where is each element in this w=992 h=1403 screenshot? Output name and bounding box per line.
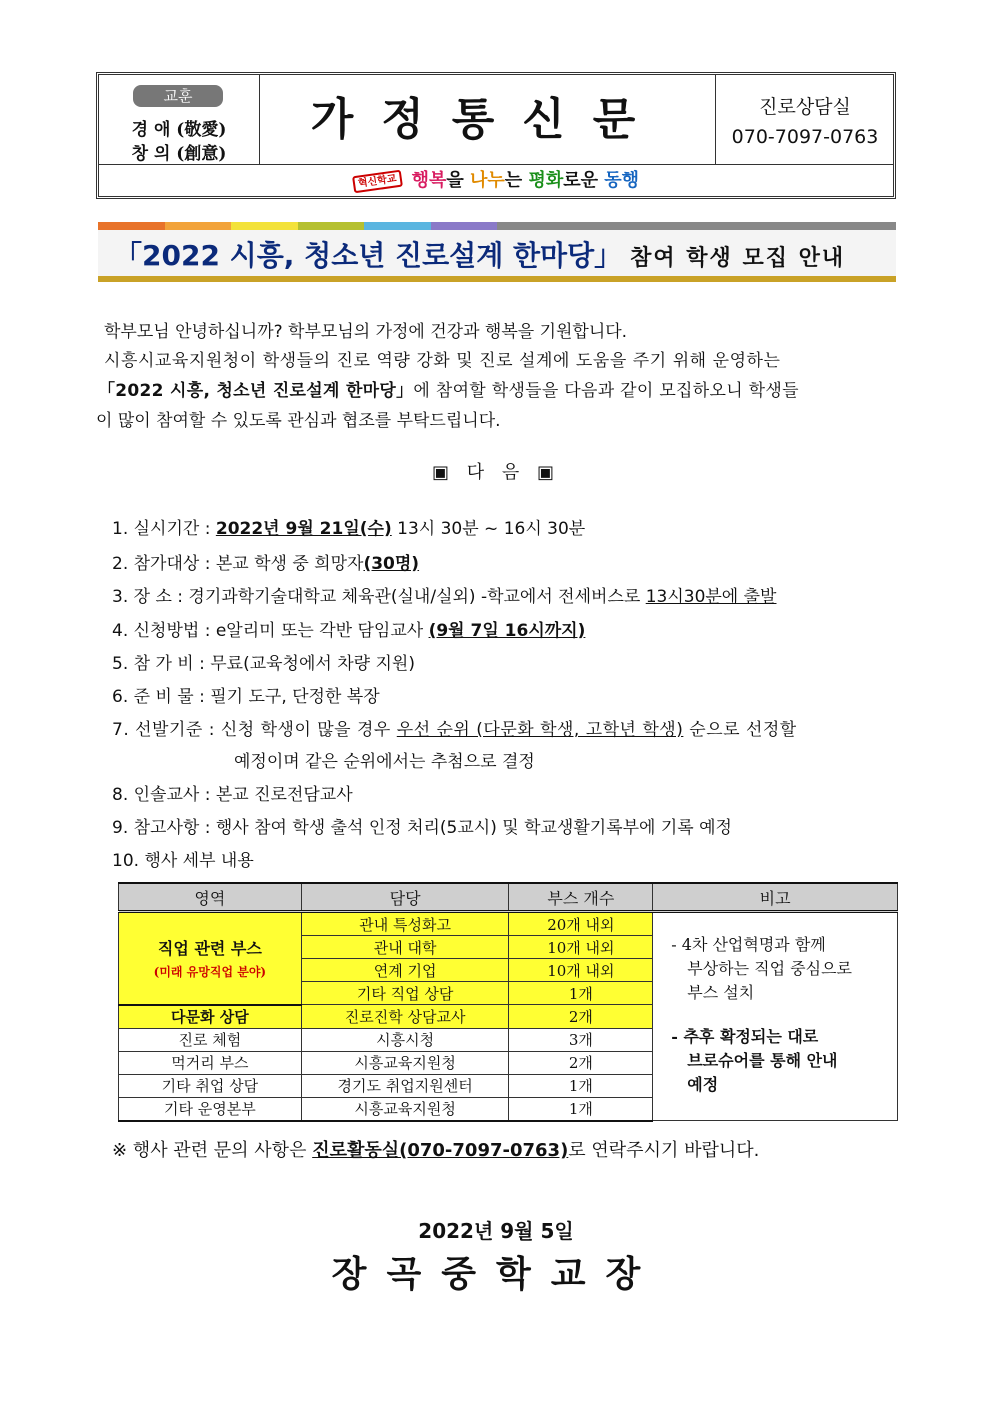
table-header: 영역 — [119, 883, 302, 912]
school-slogan — [99, 164, 893, 197]
intro-line — [98, 377, 799, 406]
intro-text: 에 참여할 학생들을 다음과 같이 모집하오니 학생들 — [413, 381, 799, 401]
innovation-school-badge: 혁신학교 — [352, 169, 403, 193]
item-label: 4. 신청방법 : e알리미 또는 각반 담임교사 — [112, 621, 429, 641]
intro-line: 학부모님 안녕하십니까? 학부모님의 가정에 건강과 행복을 기원합니다. — [104, 322, 628, 342]
contact-suffix: 로 연락주시기 바랍니다. — [568, 1140, 760, 1161]
charge-cell: 경기도 취업지원센터 — [301, 1074, 509, 1097]
slogan-word: 나누 — [470, 170, 505, 191]
area-sublabel: (미래 유망직업 분야) — [153, 965, 267, 980]
table-row — [119, 912, 898, 936]
count-cell: 1개 — [509, 1074, 653, 1097]
event-time: 13시 30분 ~ 16시 30분 — [391, 519, 586, 539]
motto-line: 경 애 (敬愛) — [131, 120, 227, 140]
area-cell: 먹거리 부스 — [119, 1051, 302, 1074]
charge-cell: 관내 특성화고 — [301, 912, 509, 936]
motto-line: 창 의 (創意) — [131, 144, 227, 164]
count-cell: 1개 — [509, 982, 653, 1005]
departure-time: 13시30분에 출발 — [645, 587, 777, 607]
slogan-word: 행복 — [411, 170, 447, 191]
item-label: 2. 참가대상 : 본교 학생 중 희망자 — [112, 554, 364, 574]
list-item — [112, 514, 585, 539]
event-name-inline: 「2022 시흥, 청소년 진로설계 한마당」 — [98, 381, 414, 401]
notice-heading: ▣ 다 음 ▣ — [432, 462, 560, 483]
item-label: 1. 실시기간 : — [112, 519, 216, 539]
participant-count: (30명) — [363, 554, 420, 574]
principal-signature: 장곡중학교장 — [331, 1254, 661, 1295]
remark-line: 브로슈어를 통해 안내 — [687, 1051, 838, 1070]
area-cell: 다문화 상담 — [119, 1005, 302, 1029]
item-text: 순으로 선정할 — [683, 720, 797, 740]
remark-line: 예정 — [687, 1075, 719, 1094]
table-header: 비고 — [653, 883, 898, 912]
event-details-table — [118, 882, 898, 1122]
slogan-word: 평화 — [528, 170, 564, 191]
contact-prefix: ※ 행사 관련 문의 사항은 — [112, 1140, 313, 1161]
item-label: 3. 장 소 : 경기과학기술대학교 체육관(실내/실외) -학교에서 전세버스로 — [112, 587, 646, 607]
banner-underline — [98, 276, 896, 282]
office-phone: 070-7097-0763 — [731, 126, 879, 148]
slogan-word: 는 — [504, 170, 529, 191]
list-item: 8. 인솔교사 : 본교 진로전담교사 — [112, 785, 353, 805]
event-date: 2022년 9월 21일(수) — [215, 519, 392, 539]
list-item: 9. 참고사항 : 행사 참여 학생 출석 인정 처리(5교시) 및 학교생활기록부에 기록 예정 — [112, 818, 732, 838]
area-cell: 기타 운영본부 — [119, 1097, 302, 1121]
count-cell: 2개 — [509, 1005, 653, 1029]
event-subtitle: 참여 학생 모집 안내 — [630, 246, 846, 271]
intro-line: 시흥시교육지원청이 학생들의 진로 역량 강화 및 진로 설계에 도움을 주기 위해 운영하는 — [104, 351, 781, 371]
letter-header — [96, 72, 896, 199]
list-item — [112, 549, 419, 574]
slogan-word: 을 — [446, 170, 471, 191]
contact-note — [112, 1136, 759, 1162]
list-item: 6. 준 비 물 : 필기 도구, 단정한 복장 — [112, 687, 380, 707]
application-deadline: (9월 7일 16시까지) — [428, 621, 586, 641]
remarks-cell — [653, 912, 898, 1121]
banner-color-strip — [98, 222, 896, 230]
charge-cell: 진로진학 상담교사 — [301, 1005, 509, 1029]
office-name: 진로상담실 — [759, 96, 851, 118]
charge-cell: 연계 기업 — [301, 959, 509, 982]
list-item — [112, 616, 585, 641]
count-cell: 10개 내외 — [509, 936, 653, 959]
list-item-continuation: 예정이며 같은 순위에서는 추첨으로 결정 — [234, 752, 535, 772]
charge-cell: 기타 직업 상담 — [301, 982, 509, 1005]
count-cell: 2개 — [509, 1051, 653, 1074]
count-cell: 10개 내외 — [509, 959, 653, 982]
list-item — [112, 582, 776, 607]
school-motto — [99, 75, 260, 164]
event-title — [114, 234, 845, 274]
title-banner — [98, 230, 896, 276]
selection-priority: 우선 순위 (다문화 학생, 고학년 학생) — [396, 720, 684, 740]
table-header: 담당 — [301, 883, 509, 912]
charge-cell: 시흥교육지원청 — [301, 1097, 509, 1121]
contact-office: 진로활동실(070-7097-0763) — [312, 1140, 569, 1161]
area-cell: 기타 취업 상담 — [119, 1074, 302, 1097]
count-cell: 1개 — [509, 1097, 653, 1121]
office-contact — [715, 75, 894, 164]
event-name: 「2022 시흥, 청소년 진로설계 한마당」 — [114, 239, 623, 272]
area-label: 직업 관련 부스 — [157, 939, 262, 959]
motto-badge: 교훈 — [133, 85, 223, 107]
charge-cell: 시흥시청 — [301, 1028, 509, 1051]
count-cell: 20개 내외 — [509, 912, 653, 936]
slogan-word: 동행 — [604, 170, 640, 191]
remark-line: 부스 설치 — [687, 983, 755, 1002]
remark-line: 부상하는 직업 중심으로 — [687, 959, 852, 978]
intro-line: 이 많이 참여할 수 있도록 관심과 협조를 부탁드립니다. — [96, 411, 501, 431]
item-label: 7. 선발기준 : 신청 학생이 많을 경우 — [112, 720, 397, 740]
charge-cell: 시흥교육지원청 — [301, 1051, 509, 1074]
list-item: 10. 행사 세부 내용 — [112, 851, 254, 871]
slogan-word: 로운 — [563, 170, 605, 191]
table-header: 부스 개수 — [509, 883, 653, 912]
list-item: 5. 참 가 비 : 무료(교육청에서 차량 지원) — [112, 654, 415, 674]
charge-cell: 관내 대학 — [301, 936, 509, 959]
issue-date: 2022년 9월 5일 — [418, 1219, 574, 1243]
remark-line: - 추후 확정되는 대로 — [671, 1027, 819, 1046]
document-title: 가정통신문 — [310, 94, 664, 145]
job-booth-area — [119, 912, 302, 1005]
count-cell: 3개 — [509, 1028, 653, 1051]
list-item — [112, 715, 797, 740]
remark-line: - 4차 산업혁명과 함께 — [671, 935, 826, 954]
area-cell: 진로 체험 — [119, 1028, 302, 1051]
